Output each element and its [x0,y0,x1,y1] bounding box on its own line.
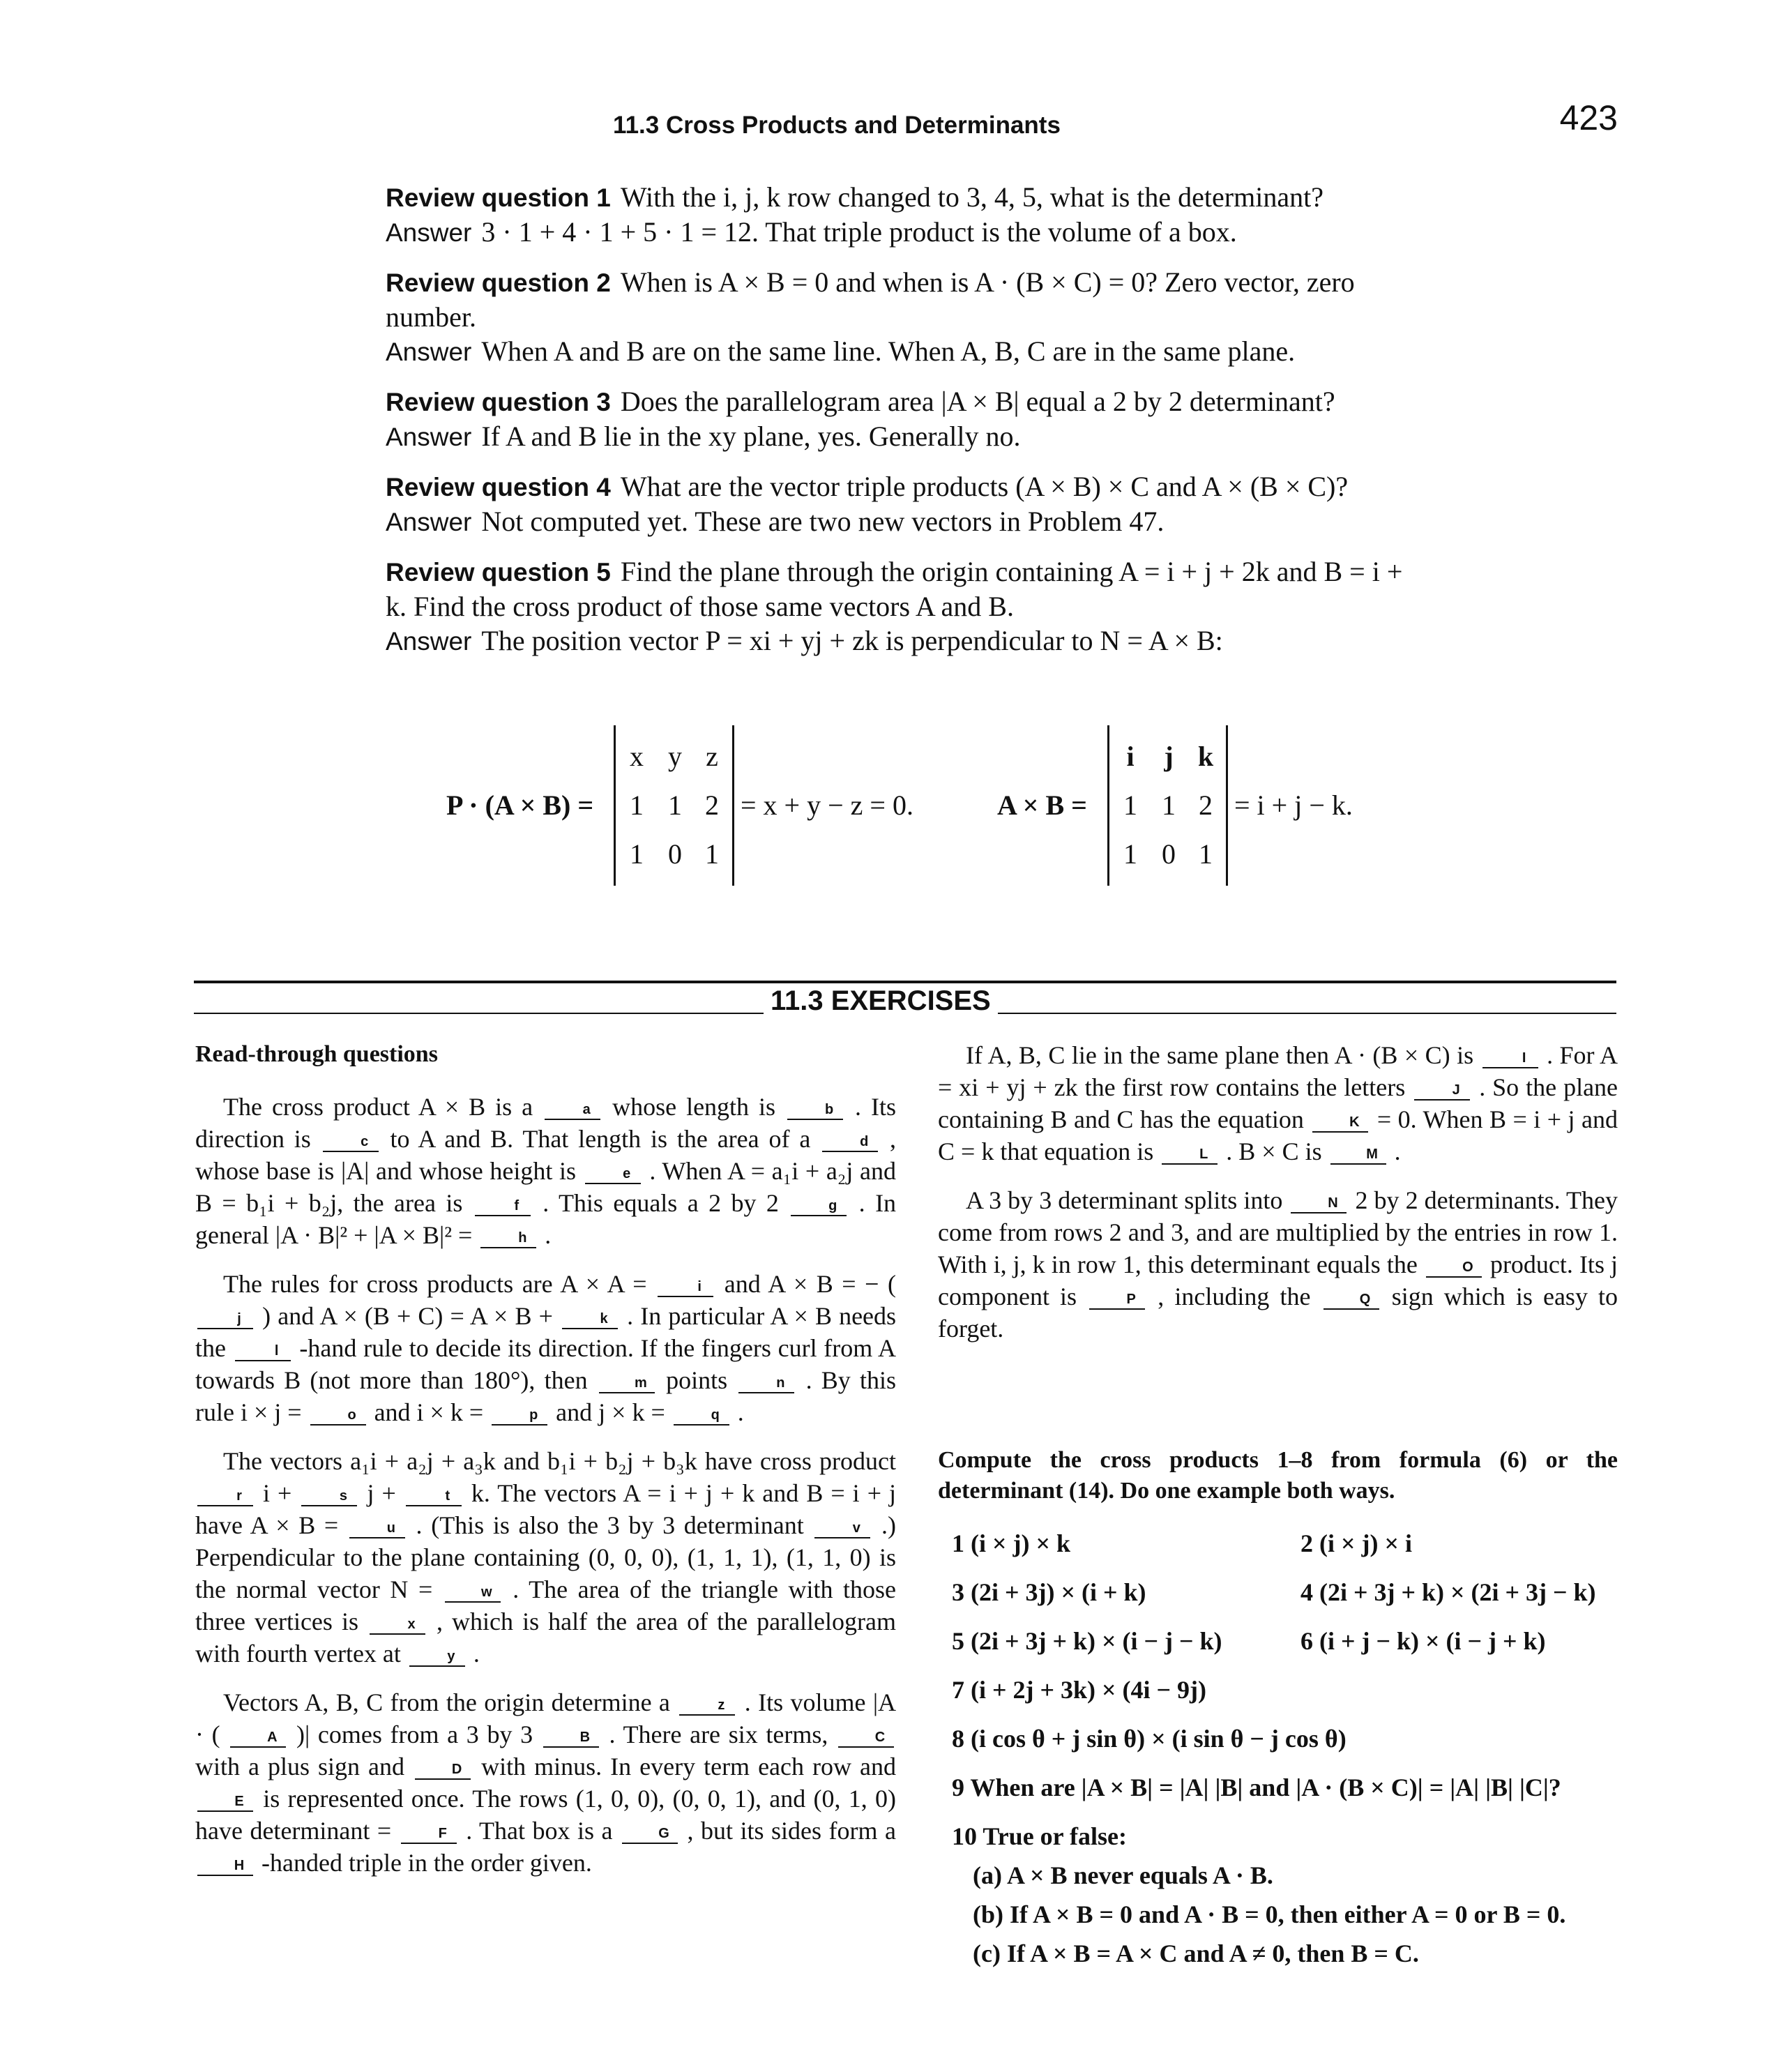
det-right-label: A × B = [997,789,1087,821]
det-left-cell: 1 [668,789,682,821]
paragraph-text: i + [263,1479,292,1507]
blank-n: n [738,1374,794,1393]
paragraph-text: . [737,1398,744,1426]
read-through-heading: Read-through questions [195,1041,438,1067]
det-left-cell: 1 [705,838,719,870]
problem-10a: (a) A × B never equals A · B. [973,1861,1273,1889]
paragraph-text: . The area of the triangle with those three vertices is [195,1575,897,1635]
paragraph-text: whose length is [612,1093,776,1121]
blank-F: F [401,1824,457,1844]
paragraph-text: ) and A × (B + C) = A × B + [262,1302,553,1330]
det-left-cell: y [668,741,682,772]
det-right-cell: 2 [1199,789,1213,821]
paragraph-text: sign which is easy to forget. [938,1283,1618,1343]
review-answer-text: The position vector P = xi + yj + zk is perpendicular to N = A × B: [481,625,1223,656]
review-question-text: What are the vector triple products (A × B) × C and A × (B × C)? [620,471,1349,502]
paragraph-text: and j × k = [556,1398,665,1426]
problem-2: 2 (i × j) × i [1300,1529,1412,1557]
answer-label: Answer [386,627,472,656]
paragraph-text: . So the plane containing B and C has the equation [938,1073,1618,1133]
blank-B: B [543,1728,599,1748]
paragraph-text: product. Its j component is [938,1250,1618,1310]
paragraph-text: . For A = xi + yj + zk the first row contains the letters [938,1041,1618,1101]
paragraph-text: , which is half the area of the parallelogram with fourth vertex at [195,1608,897,1668]
problem-9: 9 When are |A × B| = |A| |B| and |A · (B × C)| = |A| |B| |C|? [952,1774,1561,1801]
det-right-cell: 1 [1162,789,1176,821]
blank-y: y [409,1647,465,1667]
det-right-cell: k [1197,741,1214,772]
fill-paragraph-5 [938,1039,1618,1167]
paragraph-text: is represented once. The rows (1, 0, 0), (0, 0, 1), and (0, 1, 0) have determinant = [195,1785,897,1845]
paragraph-text: )| comes from a 3 by 3 [296,1721,533,1748]
paragraph-text: points [666,1366,728,1394]
paragraph-text: . (This is also the 3 by 3 determinant [416,1511,804,1539]
blank-N: N [1291,1194,1347,1213]
blank-Q: Q [1323,1290,1379,1310]
section-title: 11.3 Cross Products and Determinants [613,112,1061,139]
fill-paragraph-2 [195,1268,896,1428]
determinant-equations [418,725,1429,900]
paragraph-text: -handed triple in the order given. [261,1849,592,1877]
problem-4: 4 (2i + 3j + k) × (2i + 3j − k) [1300,1578,1596,1606]
paragraph-text: If A, B, C lie in the same plane then A · (B × C) is [966,1041,1474,1069]
fill-paragraph-3 [195,1445,896,1670]
paragraph-text: Vectors A, B, C from the origin determine a [223,1688,670,1716]
blank-b: b [787,1101,843,1120]
answer-label: Answer [386,218,472,247]
review-label: Review question 1 [386,183,611,212]
blank-E: E [197,1792,253,1812]
review-label: Review question 5 [386,558,611,587]
blank-q: q [674,1406,729,1426]
review-question-text: When is A × B = 0 and when is A · (B × C) = 0? Zero vector, zero number. [386,266,1355,333]
det-left-cell: 0 [668,838,682,870]
paragraph-text: The vectors a₁i + a₂j + a₃k and b₁i + b₂j + b₃k have cross product [223,1447,896,1475]
paragraph-text: -hand rule to decide its direction. If the fingers curl from A towards B (not more than 180°), then [195,1334,896,1394]
blank-P: P [1089,1290,1145,1310]
paragraph-text: with minus. In every term each row and [481,1753,896,1780]
review-answer-text: If A and B lie in the xy plane, yes. Generally no. [481,421,1021,452]
det-right-bar-open [1107,725,1109,886]
blank-z: z [679,1696,735,1716]
left-column [195,1039,896,1896]
review-label: Review question 4 [386,473,611,501]
blank-H: H [197,1857,253,1876]
review-label: Review question 3 [386,388,611,416]
det-right-cell: j [1164,741,1174,772]
fill-paragraph-1 [195,1091,896,1251]
paragraph-text: A 3 by 3 determinant splits into [966,1186,1283,1214]
det-left-cell: z [706,741,718,772]
paragraph-text: . [545,1221,552,1249]
blank-O: O [1426,1258,1482,1278]
problem-5: 5 (2i + 3j + k) × (i − j − k) [952,1627,1222,1655]
paragraph-text: , but its sides form a [687,1817,896,1845]
paragraph-text: . Its volume |A · ( [195,1688,897,1748]
problem-row [938,1527,1618,1559]
paragraph-text: . B × C is [1226,1137,1322,1165]
problem-3: 3 (2i + 3j) × (i + k) [952,1578,1146,1606]
paragraph-text: . In general |A · B|² + |A × B|² = [195,1189,897,1249]
det-left-bar-open [614,725,616,886]
paragraph-text: The rules for cross products are A × A = [223,1270,647,1298]
det-right-bar-close [1226,725,1228,886]
blank-I: I [1482,1049,1538,1068]
problem-row [938,1576,1618,1608]
det-right-cell: i [1126,741,1135,772]
blank-j: j [197,1310,253,1329]
blank-M: M [1330,1145,1386,1165]
review-question-text: Find the plane through the origin containing A = i + j + 2k and B = i + k. Find the cross product of those same vectors A and B. [386,556,1403,622]
paragraph-text: . There are six terms, [609,1721,828,1748]
det-left-bar-close [732,725,734,886]
paragraph-text: . Its direction is [195,1093,897,1153]
blank-J: J [1414,1081,1470,1101]
problem-list [938,1527,1618,1969]
blank-v: v [814,1519,870,1538]
blank-c: c [323,1133,379,1152]
det-right-cell: 1 [1123,789,1137,821]
paragraph-text: .) Perpendicular to the plane containing (0, 0, 0), (1, 1, 1), (1, 1, 0) is the normal vector N = [195,1511,897,1603]
blank-o: o [310,1406,366,1426]
review-question-4 [386,469,1428,539]
review-question-text: With the i, j, k row changed to 3, 4, 5, what is the determinant? [620,181,1323,213]
det-right-result: = i + j − k. [1234,789,1353,821]
paragraph-text: and i × k = [374,1398,484,1426]
paragraph-text: to A and B. That length is the area of a [390,1125,811,1153]
blank-l: l [235,1342,291,1361]
answer-label: Answer [386,338,472,366]
blank-C: C [838,1728,894,1748]
paragraph-text: . That box is a [466,1817,613,1845]
paragraph-text: , including the [1158,1283,1311,1310]
paragraph-text: . [473,1640,480,1668]
review-question-5 [386,554,1428,658]
problem-6: 6 (i + j − k) × (i − j + k) [1300,1627,1546,1655]
review-question-text: Does the parallelogram area |A × B| equal a 2 by 2 determinant? [620,386,1335,417]
paragraph-text: k. The vectors A = i + j + k and B = i + j have A × B = [195,1479,897,1539]
blank-L: L [1162,1145,1218,1165]
blank-f: f [475,1197,531,1216]
blank-u: u [349,1519,405,1538]
answer-label: Answer [386,508,472,536]
blank-G: G [622,1824,678,1844]
problem-1: 1 (i × j) × k [952,1529,1071,1557]
blank-m: m [599,1374,655,1393]
problem-row [938,1625,1618,1657]
review-questions [386,180,1428,674]
blank-x: x [370,1615,425,1635]
page-number: 423 [1559,98,1618,137]
compute-heading: Compute the cross products 1–8 from formula (6) or the determinant (14). Do one example both ways. [938,1447,1618,1504]
blank-r: r [197,1487,253,1506]
paragraph-text: = 0. When B = i + j and C = k that equation is [938,1105,1618,1165]
blank-i: i [658,1278,713,1297]
paragraph-text: The cross product A × B is a [223,1093,533,1121]
review-question-3 [386,384,1428,454]
det-left-cell: 1 [630,789,644,821]
paragraph-text: . In particular A × B needs the [195,1302,897,1362]
blank-A: A [230,1728,286,1748]
column-spacer [938,1361,1618,1445]
blank-p: p [492,1406,547,1426]
det-left-label: P · (A × B) = [446,789,594,821]
paragraph-text: 2 by 2 determinants. They come from rows 2 and 3, and are multiplied by the entries in row 1. With i, j, k in row 1, this determinant equals the [938,1186,1618,1278]
paragraph-text: and A × B = − ( [724,1270,897,1298]
blank-t: t [406,1487,462,1506]
det-left-cell: 2 [705,789,719,821]
problem-7: 7 (i + 2j + 3k) × (4i − 9j) [952,1676,1207,1704]
blank-D: D [415,1760,471,1780]
blank-w: w [445,1583,501,1603]
paragraph-text: . When A = a₁i + a₂j and B = b₁i + b₂j, the area is [195,1157,897,1217]
review-question-1 [386,180,1428,250]
problem-8: 8 (i cos θ + j sin θ) × (i sin θ − j cos θ) [952,1725,1347,1753]
blank-g: g [791,1197,847,1216]
paragraph-text: , whose base is |A| and whose height is [195,1125,897,1185]
answer-label: Answer [386,423,472,451]
paragraph-text: . This equals a 2 by 2 [543,1189,779,1217]
det-right-cell: 1 [1199,838,1213,870]
fill-paragraph-6 [938,1184,1618,1345]
blank-k: k [562,1310,618,1329]
paragraph-text: . By this rule i × j = [195,1366,897,1426]
paragraph-text: j + [367,1479,396,1507]
paragraph-text: . [1394,1137,1401,1165]
blank-h: h [480,1229,536,1248]
blank-s: s [301,1487,357,1506]
right-column [938,1039,1618,1976]
problem-10: 10 True or false: [952,1822,1127,1850]
review-label: Review question 2 [386,269,611,297]
blank-e: e [585,1165,641,1184]
problem-10c: (c) If A × B = A × C and A ≠ 0, then B = C. [973,1939,1419,1967]
blank-a: a [545,1101,600,1120]
exercises-title: 11.3 EXERCISES [764,983,998,1018]
det-left-cell: 1 [630,838,644,870]
review-answer-text: When A and B are on the same line. When A, B, C are in the same plane. [481,335,1296,367]
det-right-cell: 1 [1123,838,1137,870]
fill-paragraph-4 [195,1686,896,1879]
paragraph-text: with a plus sign and [195,1753,405,1780]
blank-d: d [822,1133,878,1152]
review-answer-text: 3 · 1 + 4 · 1 + 5 · 1 = 12. That triple product is the volume of a box. [481,216,1237,248]
det-right-cell: 0 [1162,838,1176,870]
problem-10b: (b) If A × B = 0 and A · B = 0, then either A = 0 or B = 0. [973,1900,1566,1928]
review-question-2 [386,265,1428,369]
review-answer-text: Not computed yet. These are two new vectors in Problem 47. [481,506,1165,537]
det-left-cell: x [630,741,644,772]
blank-K: K [1312,1113,1368,1133]
det-left-result: = x + y − z = 0. [741,789,913,821]
